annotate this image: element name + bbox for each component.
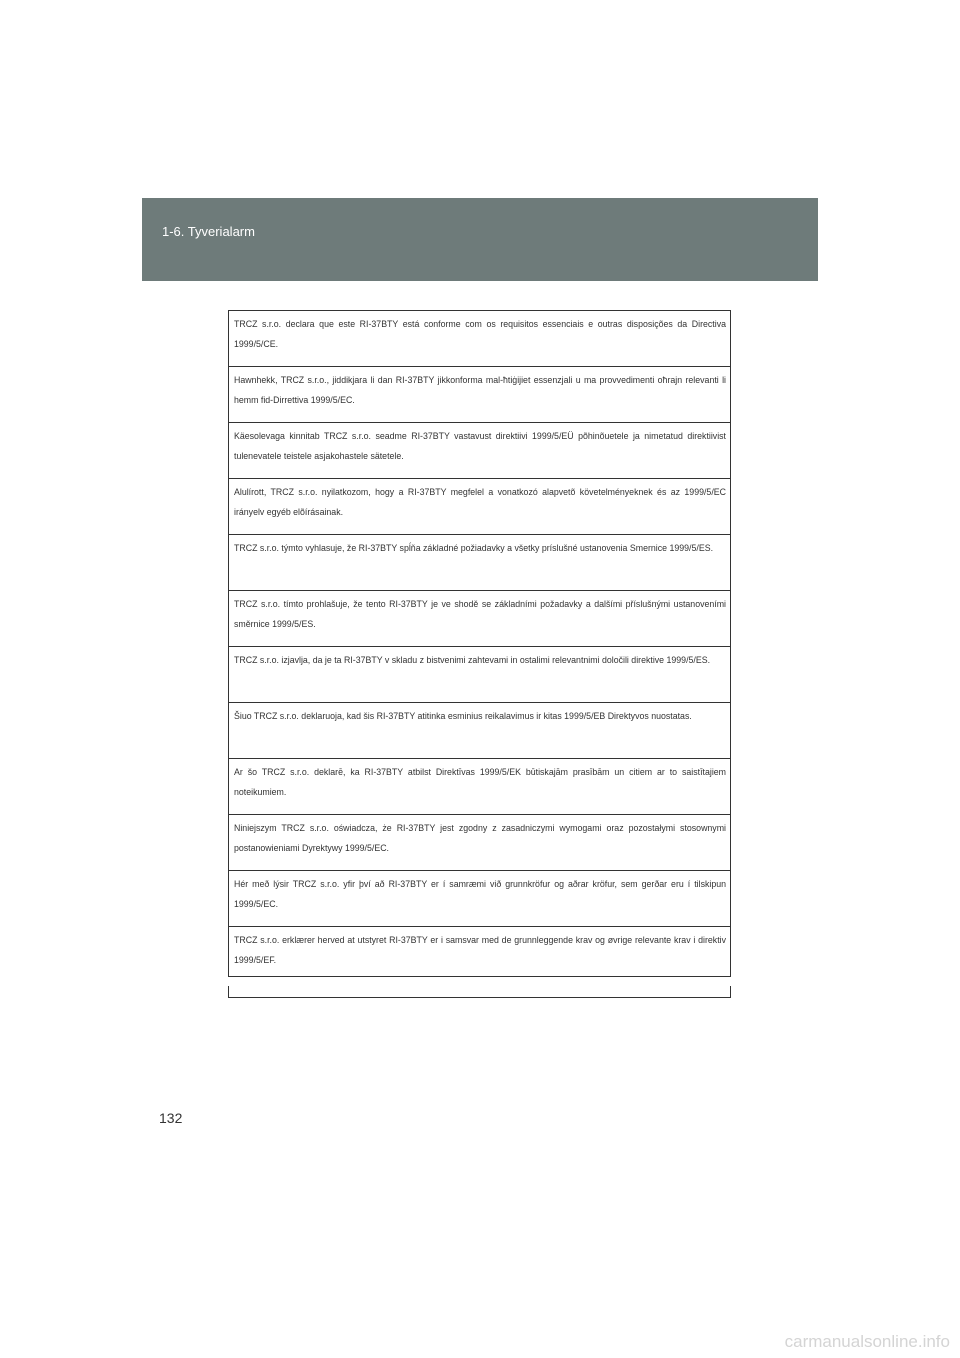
declaration-text: Hawnhekk, TRCZ s.r.o., jiddikjara li dan RI-37BTY jikkonforma mal-ħtiġijiet essenzjali u ma provvedimenti oħrajn relevanti li hemm fid-Dirrettiva 1999/5/EC. bbox=[234, 375, 726, 405]
page-number: 132 bbox=[159, 1110, 183, 1126]
declaration-table bbox=[228, 310, 731, 977]
declaration-text: TRCZ s.r.o. erklærer herved at utstyret RI-37BTY er i samsvar med de grunnleggende krav og øvrige relevante krav i direktiv 1999/5/EF. bbox=[234, 935, 726, 965]
declaration-text: Hér með lýsir TRCZ s.r.o. yfir því að RI-37BTY er í samræmi við grunnkröfur og aðrar kröfur, sem gerðar eru í tilskipun 1999/5/EC. bbox=[234, 879, 726, 909]
declaration-text: Käesolevaga kinnitab TRCZ s.r.o. seadme RI-37BTY vastavust direktiivi 1999/5/EÜ põhinõuetele ja nimetatud direktiivist tulenevatele teistele asjakohastele sätetele. bbox=[234, 431, 726, 461]
declaration-text: TRCZ s.r.o. declara que este RI-37BTY está conforme com os requisitos essenciais e outras disposições da Directiva 1999/5/CE. bbox=[234, 319, 726, 349]
declaration-text: Ar šo TRCZ s.r.o. deklarē, ka RI-37BTY atbilst Direktīvas 1999/5/EK būtiskajām prasībām un citiem ar to saistītajiem noteikumiem. bbox=[234, 767, 726, 797]
table-empty-row bbox=[228, 986, 731, 998]
declaration-text: TRCZ s.r.o. izjavlja, da je ta RI-37BTY v skladu z bistvenimi zahtevami in ostalimi relevantnimi določili direktive 1999/5/ES. bbox=[234, 655, 711, 665]
declaration-row-polish bbox=[229, 815, 730, 871]
declaration-row-norwegian bbox=[229, 927, 730, 976]
declaration-row-maltese bbox=[229, 367, 730, 423]
declaration-row-slovenian bbox=[229, 647, 730, 703]
declaration-row-latvian bbox=[229, 759, 730, 815]
declaration-row-hungarian bbox=[229, 479, 730, 535]
section-title: 1-6. Tyverialarm bbox=[162, 224, 255, 239]
declaration-row-estonian bbox=[229, 423, 730, 479]
declaration-text: Šiuo TRCZ s.r.o. deklaruoja, kad šis RI-37BTY atitinka esminius reikalavimus ir kitas 1999/5/EB Direktyvos nuostatas. bbox=[234, 711, 692, 721]
declaration-row-lithuanian bbox=[229, 703, 730, 759]
declaration-row-icelandic bbox=[229, 871, 730, 927]
declaration-row-czech bbox=[229, 591, 730, 647]
declaration-text: Niniejszym TRCZ s.r.o. oświadcza, że RI-37BTY jest zgodny z zasadniczymi wymogami oraz pozostałymi stosownymi postanowieniami Dyrektywy 1999/5/EC. bbox=[234, 823, 726, 853]
section-header-band bbox=[142, 198, 818, 281]
declaration-row-slovak bbox=[229, 535, 730, 591]
declaration-row-portuguese bbox=[229, 311, 730, 367]
declaration-text: TRCZ s.r.o. tímto prohlašuje, že tento RI-37BTY je ve shodě se základními požadavky a dalšími příslušnými ustanoveními směrnice 1999/5/ES. bbox=[234, 599, 726, 629]
watermark: carmanualsonline.info bbox=[784, 1332, 950, 1351]
declaration-text: Alulírott, TRCZ s.r.o. nyilatkozom, hogy a RI-37BTY megfelel a vonatkozó alapvetõ követelményeknek és az 1999/5/EC irányelv egyéb elõírásainak. bbox=[234, 487, 726, 517]
declaration-text: TRCZ s.r.o. týmto vyhlasuje, že RI-37BTY spĺňa základné požiadavky a všetky príslušné ustanovenia Smernice 1999/5/ES. bbox=[234, 543, 714, 553]
